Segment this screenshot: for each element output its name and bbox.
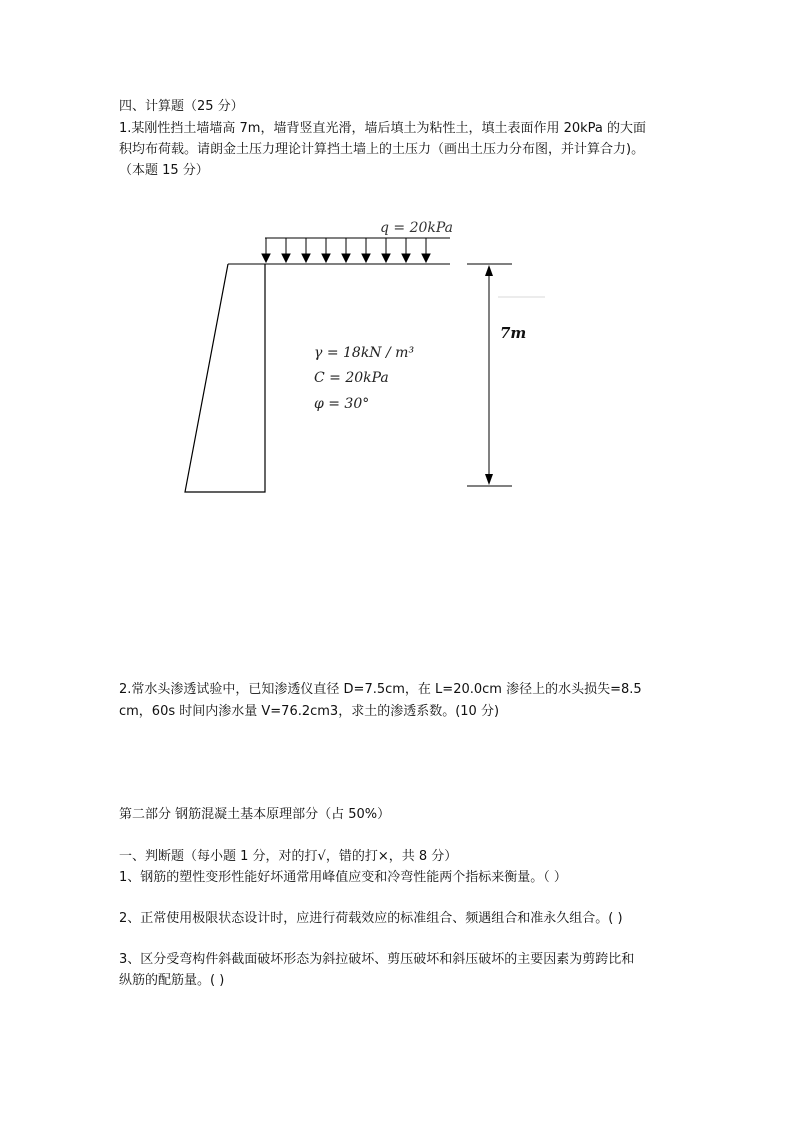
load-label: q = 20kPa [380,220,454,236]
question2-line1: 2.常水头渗透试验中，已知渗透仪直径 D=7.5cm，在 L=20.0cm 渗径上的水头损失=8.5 [119,682,642,697]
question1-line2: 积均布荷载。请朗金土压力理论计算挡土墙上的土压力（画出土压力分布图，并计算合力)。 [119,142,645,157]
judge-item-3-line2: 纵筋的配筋量。( ) [119,973,225,988]
gamma-label: γ = 18kN / m³ [314,345,415,361]
phi-label: φ = 30° [314,396,370,412]
question1-line1: 1.某刚性挡土墙墙高 7m，墙背竖直光滑，墙后填土为粘性土，填土表面作用 20kPa 的大面 [119,121,647,136]
question2-line2: cm，60s 时间内渗水量 V=76.2cm3，求土的渗透系数。(10 分) [119,704,500,719]
cohesion-label: C = 20kPa [314,370,389,386]
judge-item-1: 1、钢筋的塑性变形性能好坏通常用峰值应变和冷弯性能两个指标来衡量。（ ） [119,870,567,885]
judge-item-3-line1: 3、区分受弯构件斜截面破坏形态为斜拉破坏、剪压破坏和斜压破坏的主要因素为剪跨比和 [119,952,635,967]
dim-arrow-up [485,265,493,276]
question1-line3: （本题 15 分） [119,163,209,178]
load-arrows [262,238,430,262]
part2-title: 第二部分 钢筋混凝土基本原理部分（占 50%） [119,807,391,822]
height-label: 7m [500,324,527,342]
section-heading: 四、计算题（25 分） [119,99,244,114]
dim-arrow-down [485,474,493,485]
judge-heading: 一、判断题（每小题 1 分，对的打√，错的打×，共 8 分） [119,849,458,864]
retaining-wall [185,264,265,492]
retaining-wall-figure [0,0,794,560]
judge-item-2: 2、正常使用极限状态设计时，应进行荷载效应的标准组合、频遇组合和准永久组合。( ) [119,911,623,926]
